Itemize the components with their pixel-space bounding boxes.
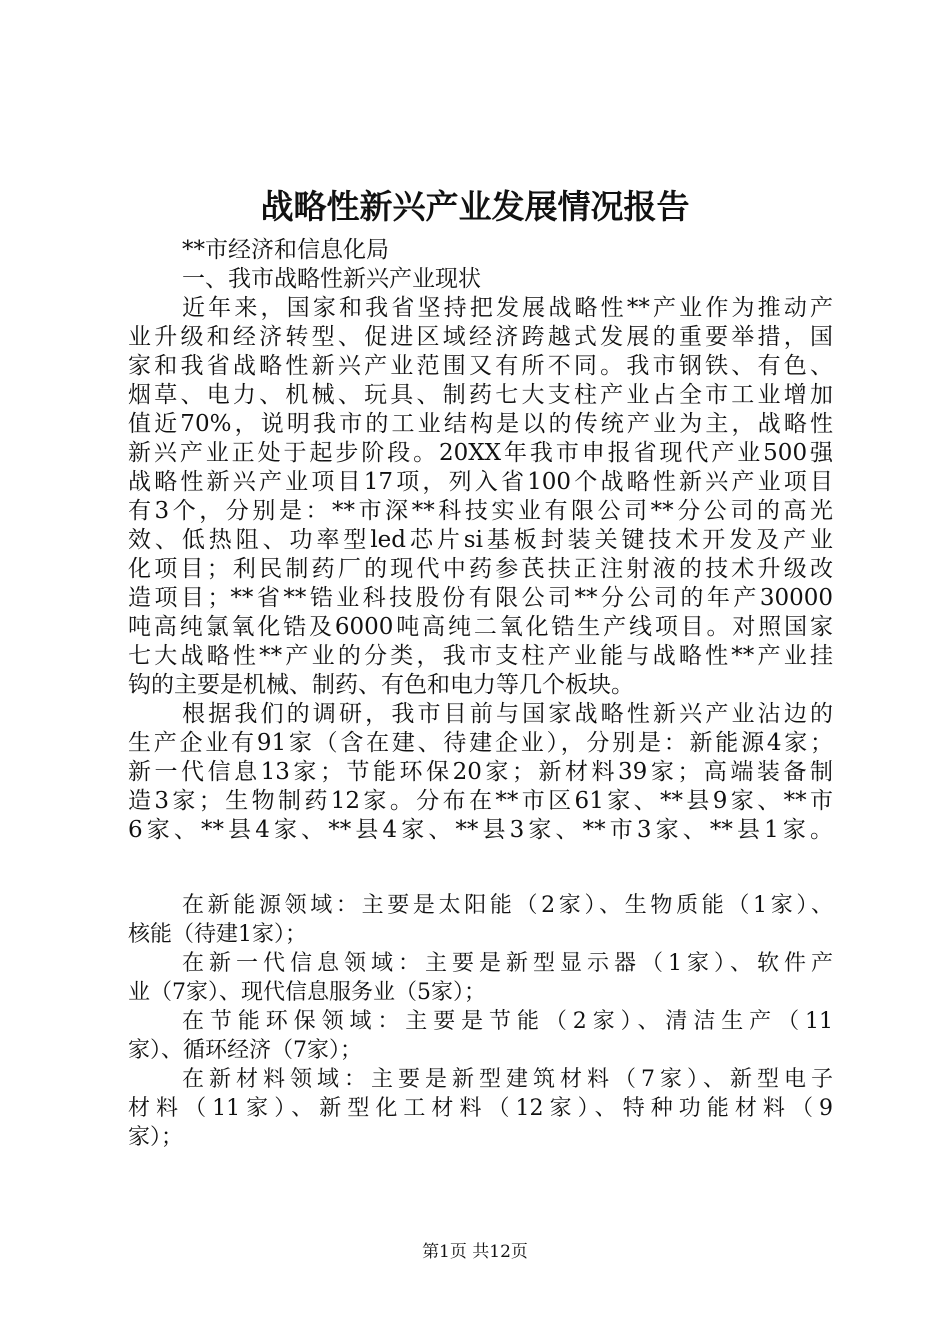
paragraph-6: [128, 1065, 833, 1152]
text-line: 业（7家）、现代信息服务业（5家）；: [128, 980, 486, 1005]
text-line: 值近70%，说明我市的工业结构是以的传统产业为主，战略性: [128, 411, 833, 437]
text-line: 在新一代信息领域：主要是新型显示器（1家）、软件产: [182, 951, 833, 976]
text-line: 6家、**县4家、**县4家、**县3家、**市3家、**县1家。: [128, 817, 833, 843]
text-line: 材料（11家）、新型化工材料（12家）、特种功能材料（9: [128, 1096, 833, 1121]
text-line: 在节能环保领域：主要是节能（2家）、清洁生产（11: [182, 1009, 833, 1034]
text-line: 根据我们的调研，我市目前与国家战略性新兴产业沾边的: [182, 701, 833, 727]
text-line: 核能（待建1家）；: [128, 922, 307, 947]
text-line: 吨高纯氯氧化锆及6000吨高纯二氧化锆生产线项目。对照国家: [128, 614, 833, 640]
paragraph-2: [128, 700, 833, 845]
document-body: [128, 236, 833, 1152]
text-line: 有3个，分别是：**市深**科技实业有限公司**分公司的高光: [128, 498, 833, 524]
text-line: 造项目；**省**锆业科技股份有限公司**分公司的年产30000: [128, 585, 833, 611]
text-line: 在新材料领域：主要是新型建筑材料（7家）、新型电子: [182, 1067, 833, 1092]
text-line: 业升级和经济转型、促进区域经济跨越式发展的重要举措，国: [128, 324, 833, 350]
text-line: 近年来，国家和我省坚持把发展战略性**产业作为推动产: [182, 295, 833, 321]
text-line: 家）；: [128, 1125, 184, 1150]
paragraph-gap: [128, 845, 833, 891]
paragraph-1: [128, 294, 833, 700]
paragraph-3: [128, 891, 833, 949]
text-line: 化项目；利民制药厂的现代中药参芪扶正注射液的技术升级改: [128, 556, 833, 582]
text-line: 烟草、电力、机械、玩具、制药七大支柱产业占全市工业增加: [128, 382, 833, 408]
text-line: 家）、循环经济（7家）；: [128, 1038, 362, 1063]
text-line: 家和我省战略性新兴产业范围又有所不同。我市钢铁、有色、: [128, 353, 833, 379]
text-line: 效、低热阻、功率型led芯片si基板封装关键技术开发及产业: [128, 527, 833, 553]
text-line: 战略性新兴产业项目17项，列入省100个战略性新兴产业项目: [128, 469, 833, 495]
text-line: 造3家；生物制药12家。分布在**市区61家、**县9家、**市: [128, 788, 833, 814]
document-title: 战略性新兴产业发展情况报告: [260, 187, 690, 226]
section-heading: 一、我市战略性新兴产业现状: [182, 266, 481, 292]
author-line: **市经济和信息化局: [182, 237, 389, 263]
paragraph-4: [128, 949, 833, 1007]
page-footer: 第1页 共12页: [422, 1242, 528, 1262]
text-line: 生产企业有91家（含在建、待建企业），分别是：新能源4家；: [128, 730, 833, 756]
paragraph-5: [128, 1007, 833, 1065]
text-line: 新一代信息13家；节能环保20家；新材料39家；高端装备制: [128, 759, 833, 785]
text-line: 新兴产业正处于起步阶段。20XX年我市申报省现代产业500强: [128, 440, 833, 466]
text-line: 七大战略性**产业的分类，我市支柱产业能与战略性**产业挂: [128, 643, 833, 669]
text-line: 钩的主要是机械、制药、有色和电力等几个板块。: [128, 672, 634, 698]
text-line: 在新能源领域：主要是太阳能（2家）、生物质能（1家）、: [182, 893, 833, 918]
